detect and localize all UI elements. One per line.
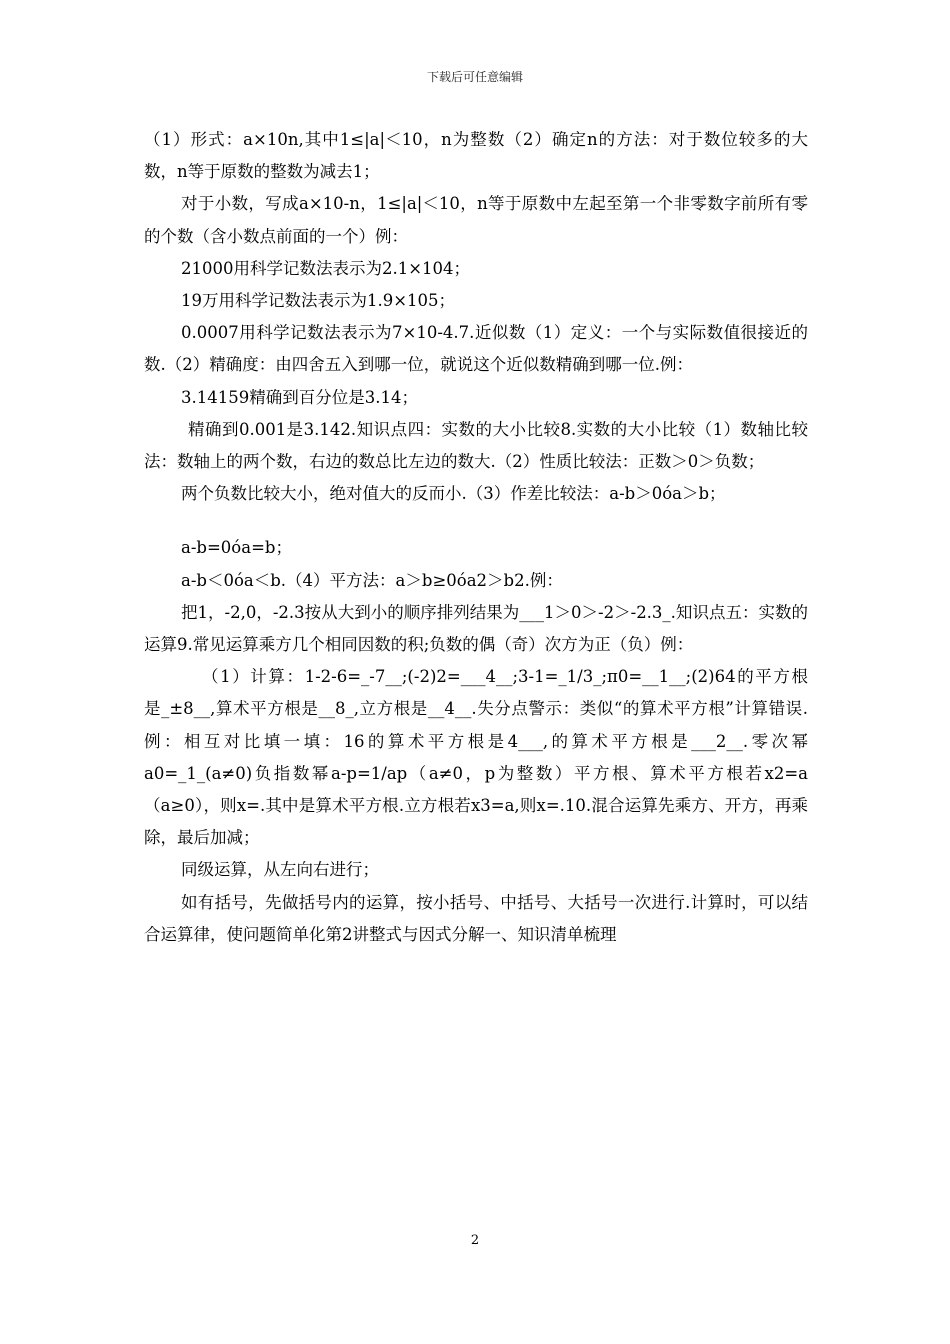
paragraph-example-pi: 3.14159精确到百分位是3.14；	[181, 387, 418, 407]
paragraph-decimal-notation: 对于小数，写成a×10-n，1≤|a|＜10，n等于原数中左起至第一个非零数字前所有零的个数（含小数点前面的一个）例：	[144, 194, 808, 246]
paragraph-equal-case: a-b=0óa=b；	[181, 538, 292, 558]
blank-gap	[144, 510, 808, 532]
paragraph-approximate-number: 0.0007用科学记数法表示为7×10-4.7.近似数（1）定义：一个与实际数值很接近的数.（2）精确度：由四舍五入到哪一位，就说这个近似数精确到哪一位.例：	[144, 323, 808, 375]
page-header: 下载后可任意编辑	[426, 70, 523, 84]
paragraph-square-method: a-b＜0óa＜b.（4）平方法：a＞b≥0óa2＞b2.例：	[181, 570, 563, 590]
page-number: 2	[470, 1233, 480, 1248]
paragraph-calculation-examples: （1）计算：1-2-6=_-7__;(-2)2=___4__;3-1=_1/3_;π0=__1__;(2)64的平方根是_±8__,算术平方根是__8_,立方根是__4__.失分点警示：类似“的算术平方根”计算错误.例：相互对比填一填：16的算术平方根是4___,的算术平方根是___2__.零次幂a0=_1_(a≠0)负指数幂a-p=1/ap（a≠0，p为整数）平方根、算术平方根若x2=a（a≥0），则x=.其中是算术平方根.立方根若x3=a,则x=.10.混合运算先乘方、开方，再乘除，最后加减；	[144, 667, 808, 848]
paragraph-real-number-comparison: 精确到0.001是3.142.知识点四：实数的大小比较8.实数的大小比较（1）数轴比较法：数轴上的两个数，右边的数总比左边的数大.（2）性质比较法：正数＞0＞负数；	[144, 419, 808, 472]
paragraph-example-19wan: 19万用科学记数法表示为1.9×105；	[181, 291, 456, 311]
paragraph-example-21000: 21000用科学记数法表示为2.1×104；	[181, 258, 471, 278]
paragraph-ordering-and-operations: 把1，-2,0，-2.3按从大到小的顺序排列结果为___1＞0＞-2＞-2.3_.知识点五：实数的运算9.常见运算乘方几个相同因数的积;负数的偶（奇）次方为正（负）例：	[144, 602, 808, 655]
paragraph-scientific-notation-form: （1）形式：a×10n,其中1≤|a|＜10，n为整数（2）确定n的方法：对于数位较多的大数，n等于原数的整数为减去1；	[144, 130, 808, 182]
paragraph-difference-comparison: 两个负数比较大小，绝对值大的反而小.（3）作差比较法：a-b＞0óa＞b；	[181, 484, 726, 504]
paragraph-same-level-operations: 同级运算，从左向右进行；	[181, 860, 379, 880]
document-body	[144, 124, 808, 951]
paragraph-brackets-rule: 如有括号，先做括号内的运算，按小括号、中括号、大括号一次进行.计算时，可以结合运算律，使问题简单化第2讲整式与因式分解一、知识清单梳理	[144, 892, 808, 944]
